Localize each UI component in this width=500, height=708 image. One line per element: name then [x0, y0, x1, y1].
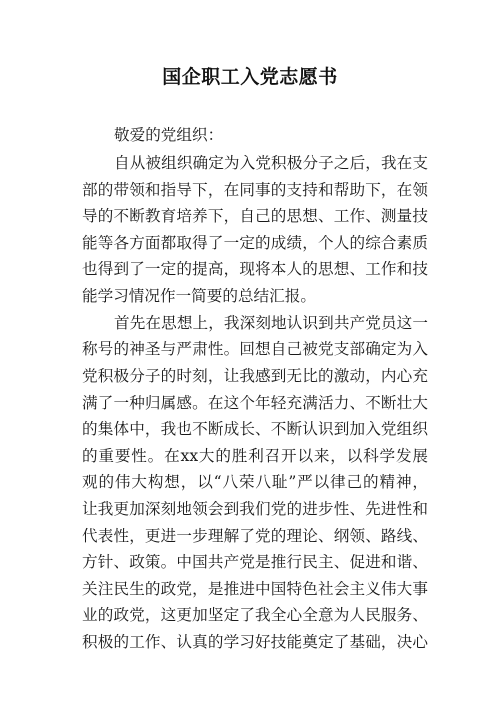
paragraph2-line: 业的政党，这更加坚定了我全心全意为人民服务、	[82, 606, 428, 624]
paragraph2-line: 让我更加深刻地领会到我们党的进步性、先进性和	[82, 500, 428, 518]
paragraph1-line: 部的带领和指导下，在同事的支持和帮助下，在领	[82, 181, 428, 199]
paragraph1-line: 也得到了一定的提高，现将本人的思想、工作和技	[82, 260, 428, 278]
paragraph1-line: 自从被组织确定为入党积极分子之后，我在支	[114, 154, 428, 172]
document-title: 国企职工入党志愿书	[162, 66, 338, 88]
paragraph2-line: 的重要性。在xx大的胜利召开以来，以科学发展	[82, 447, 428, 465]
paragraph2-line: 观的伟大构想，以“八荣八耻”严以律己的精神，	[82, 473, 428, 491]
salutation: 敬爱的党组织：	[114, 126, 224, 144]
paragraph2-line: 代表性，更进一步理解了党的理论、纲领、路线、	[82, 527, 428, 545]
paragraph1-line: 能等各方面都取得了一定的成绩，个人的综合素质	[82, 234, 428, 252]
paragraph2-line: 积极的工作、认真的学习好技能奠定了基础，决心	[82, 633, 428, 651]
paragraph2-line: 方针、政策。中国共产党是推行民主、促进和谐、	[82, 553, 428, 571]
paragraph2-line: 关注民生的政党，是推进中国特色社会主义伟大事	[82, 580, 428, 598]
paragraph2-line: 满了一种归属感。在这个年轻充满活力、不断壮大	[82, 394, 428, 412]
paragraph2-line: 党积极分子的时刻，让我感到无比的激动，内心充	[82, 367, 428, 385]
paragraph1-line: 导的不断教育培养下，自己的思想、工作、测量技	[82, 207, 428, 225]
paragraph2-line: 首先在思想上，我深刻地认识到共产党员这一	[114, 314, 428, 332]
paragraph2-line: 的集体中，我也不断成长、不断认识到加入党组织	[82, 420, 428, 438]
paragraph2-line: 称号的神圣与严肃性。回想自己被党支部确定为入	[82, 340, 428, 358]
paragraph1-line: 能学习情况作一简要的总结汇报。	[82, 287, 316, 305]
